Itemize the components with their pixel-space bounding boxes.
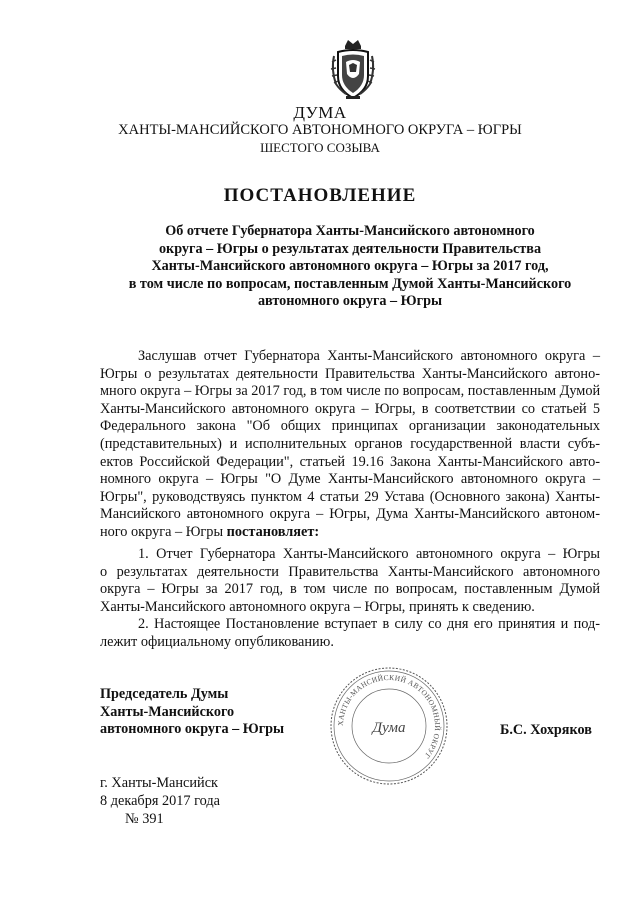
official-stamp — [328, 665, 450, 787]
date: 8 декабря 2017 года — [100, 793, 221, 809]
body-line: Ханты-Мансийского автономного округа – Югры, принять к сведению. — [100, 598, 535, 615]
resolution-item-2 — [100, 616, 600, 651]
subject-line: Ханты-Мансийского автономного округа – Югры за 2017 год, — [151, 258, 549, 275]
coat-of-arms-emblem — [328, 38, 378, 102]
signer-title-line: автономного округа – Югры — [100, 721, 285, 738]
stamp-center-text: Дума — [372, 720, 406, 736]
body-line: 1. Отчет Губернатора Ханты-Мансийского автономного округа – Югры — [138, 546, 600, 562]
stamp-ring-text: ХАНТЫ-МАНСИЙСКИЙ АВТОНОМНЫЙ ОКРУГ — [335, 672, 443, 761]
institution-title: ДУМА — [293, 103, 347, 122]
signature-block — [100, 686, 284, 739]
body-line: 2. Настоящее Постановление вступает в силу со дня его принятия и под- — [138, 616, 600, 632]
place-date-number — [100, 774, 220, 828]
body-line: Югры", руководствуясь пунктом 4 статьи 29 Устава (Основного закона) Ханты- — [100, 488, 600, 505]
convocation-title: ШЕСТОГО СОЗЫВА — [260, 140, 380, 155]
subject-line: Об отчете Губернатора Ханты-Мансийского автономного — [165, 223, 535, 239]
body-text: ного округа – Югры — [100, 523, 227, 540]
body-line — [100, 524, 600, 542]
city: г. Ханты-Мансийск — [100, 775, 218, 791]
preamble-paragraph — [100, 348, 600, 542]
body-line: лежит официальному опубликованию. — [100, 633, 334, 650]
decision-word: постановляет: — [226, 523, 320, 540]
body-line: много округа – Югры за 2017 год, в том числе по вопросам, поставленным Думой — [100, 383, 601, 400]
body-line: округа – Югры за 2017 год, в том числе по вопросам, поставленным Думой — [100, 581, 600, 598]
subject-line: в том числе по вопросам, поставленным Думой Ханты-Мансийского — [128, 275, 572, 292]
body-line: (представительных) и исполнительных органов государственной власти субъ- — [100, 435, 600, 452]
subject-line: автономного округа – Югры — [257, 293, 443, 310]
document-subject — [100, 223, 600, 311]
body-line: о результатах деятельности Правительства Ханты-Мансийского автономного — [100, 563, 600, 580]
body-line: Ханты-Мансийского автономного округа – Югры, в соответствии со статьей 5 — [100, 400, 600, 417]
resolution-item-1 — [100, 546, 600, 616]
body-line: Мансийского автономного округа – Югры, Дума Ханты-Мансийского автоном- — [100, 506, 600, 523]
region-title: ХАНТЫ-МАНСИЙСКОГО АВТОНОМНОГО ОКРУГА – ЮГРЫ — [118, 122, 522, 138]
signer-name: Б.С. Хохряков — [500, 722, 592, 738]
document-type-heading: ПОСТАНОВЛЕНИЕ — [223, 185, 417, 206]
body-line: номного округа – Югры "О Думе Ханты-Мансийского автономного округа – — [100, 471, 600, 488]
body-line: ектов Российской Федерации", статьей 19.16 Закона Ханты-Мансийского авто- — [100, 453, 600, 470]
signer-title-line: Ханты-Мансийского — [100, 703, 235, 720]
signer-title-line: Председатель Думы — [100, 686, 229, 702]
document-number: № 391 — [125, 811, 164, 827]
body-line: Заслушав отчет Губернатора Ханты-Мансийского автономного округа – — [138, 348, 600, 364]
subject-line: округа – Югры о результатах деятельности Правительства — [158, 240, 542, 257]
svg-text:ХАНТЫ-МАНСИЙСКИЙ АВТОНОМНЫЙ ОК — [336, 673, 442, 761]
body-line: Югры о результатах деятельности Правительства Ханты-Мансийского автоно- — [100, 365, 600, 382]
body-line: Федерального закона "Об общих принципах организации законодательных — [100, 418, 600, 435]
